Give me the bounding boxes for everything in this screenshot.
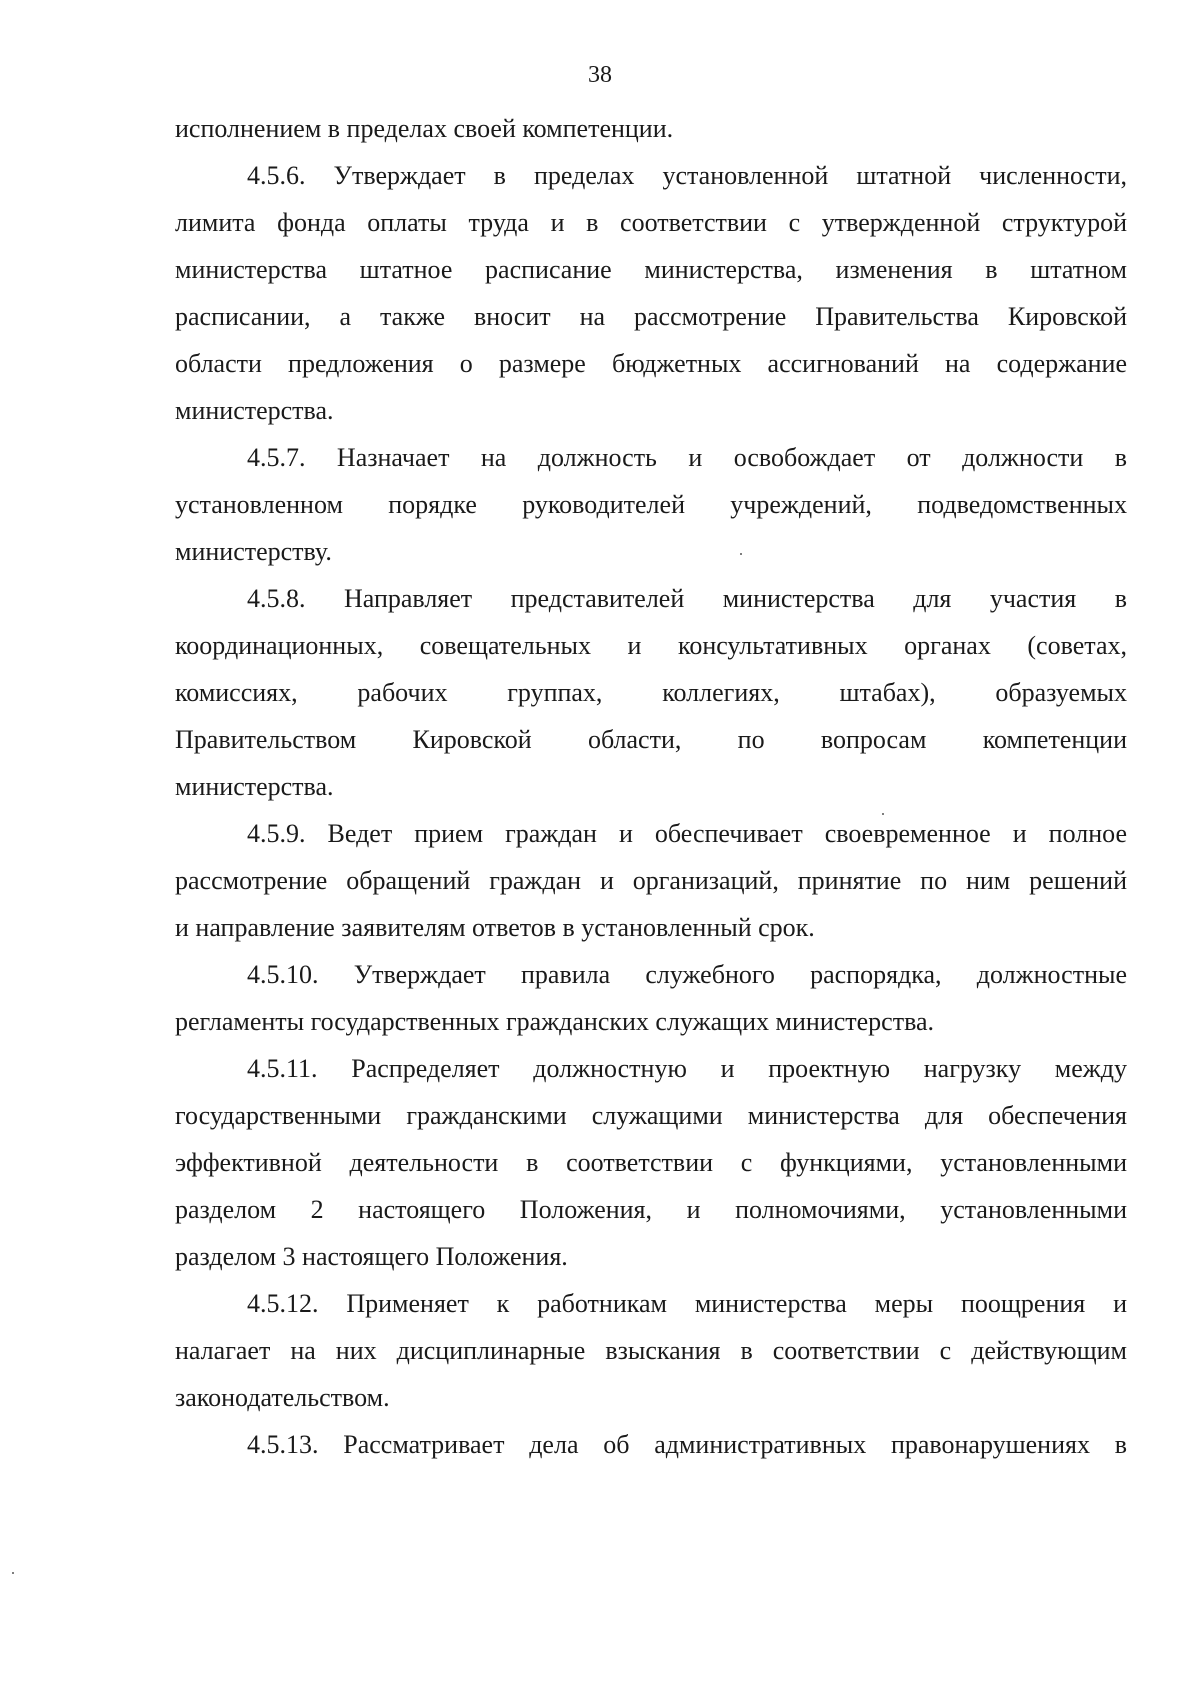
text-line: исполнением в пределах своей компетенции.: [175, 114, 674, 143]
paragraph-4-5-7: [175, 434, 1127, 575]
text-line: лимита фонда оплаты труда и в соответствии с утвержденной структурой: [175, 208, 1127, 237]
text-line: министерства.: [175, 396, 334, 425]
text-line: комиссиях, рабочих группах, коллегиях, штабах), образуемых: [175, 678, 1127, 707]
text-line: налагает на них дисциплинарные взыскания в соответствии с действующим: [175, 1336, 1127, 1365]
paragraph-4-5-6: [175, 152, 1127, 434]
text-line: 4.5.12. Применяет к работникам министерства меры поощрения и: [247, 1289, 1127, 1318]
text-line: 4.5.9. Ведет прием граждан и обеспечивает своевременное и полное: [247, 819, 1127, 848]
text-line: государственными гражданскими служащими министерства для обеспечения: [175, 1101, 1127, 1130]
document-body: [175, 105, 1127, 1468]
text-line: и направление заявителям ответов в установленный срок.: [175, 913, 815, 942]
paragraph-4-5-9: [175, 810, 1127, 951]
scan-speck: [882, 813, 884, 815]
text-line: разделом 2 настоящего Положения, и полномочиями, установленными: [175, 1195, 1127, 1224]
text-line: 4.5.10. Утверждает правила служебного распорядка, должностные: [247, 960, 1127, 989]
paragraph-4-5-8: [175, 575, 1127, 810]
paragraph-4-5-12: [175, 1280, 1127, 1421]
text-line: Правительством Кировской области, по вопросам компетенции: [175, 725, 1127, 754]
text-line: разделом 3 настоящего Положения.: [175, 1242, 568, 1271]
text-line: расписании, а также вносит на рассмотрение Правительства Кировской: [175, 302, 1127, 331]
text-line: рассмотрение обращений граждан и организаций, принятие по ним решений: [175, 866, 1127, 895]
text-line: 4.5.11. Распределяет должностную и проектную нагрузку между: [247, 1054, 1127, 1083]
paragraph-4-5-13: [175, 1421, 1127, 1468]
text-line: координационных, совещательных и консультативных органах (советах,: [175, 631, 1127, 660]
text-line: области предложения о размере бюджетных ассигнований на содержание: [175, 349, 1127, 378]
page-number: 38: [588, 62, 612, 88]
text-line: 4.5.7. Назначает на должность и освобождает от должности в: [247, 443, 1127, 472]
text-line: эффективной деятельности в соответствии с функциями, установленными: [175, 1148, 1127, 1177]
text-line: 4.5.8. Направляет представителей министерства для участия в: [247, 584, 1127, 613]
text-line: регламенты государственных гражданских служащих министерства.: [175, 1007, 935, 1036]
text-line: министерству.: [175, 537, 332, 566]
paragraph-4-5-10: [175, 951, 1127, 1045]
scan-speck: [12, 1572, 14, 1574]
text-line: 4.5.13. Рассматривает дела об административных правонарушениях в: [247, 1430, 1127, 1459]
text-line: министерства.: [175, 772, 334, 801]
paragraph-4-5-11: [175, 1045, 1127, 1280]
scan-speck: [740, 553, 742, 555]
text-line: министерства штатное расписание министерства, изменения в штатном: [175, 255, 1127, 284]
text-line: 4.5.6. Утверждает в пределах установленной штатной численности,: [247, 161, 1127, 190]
paragraph-continuation: [175, 105, 1127, 152]
text-line: законодательством.: [175, 1383, 390, 1412]
text-line: установленном порядке руководителей учреждений, подведомственных: [175, 490, 1127, 519]
